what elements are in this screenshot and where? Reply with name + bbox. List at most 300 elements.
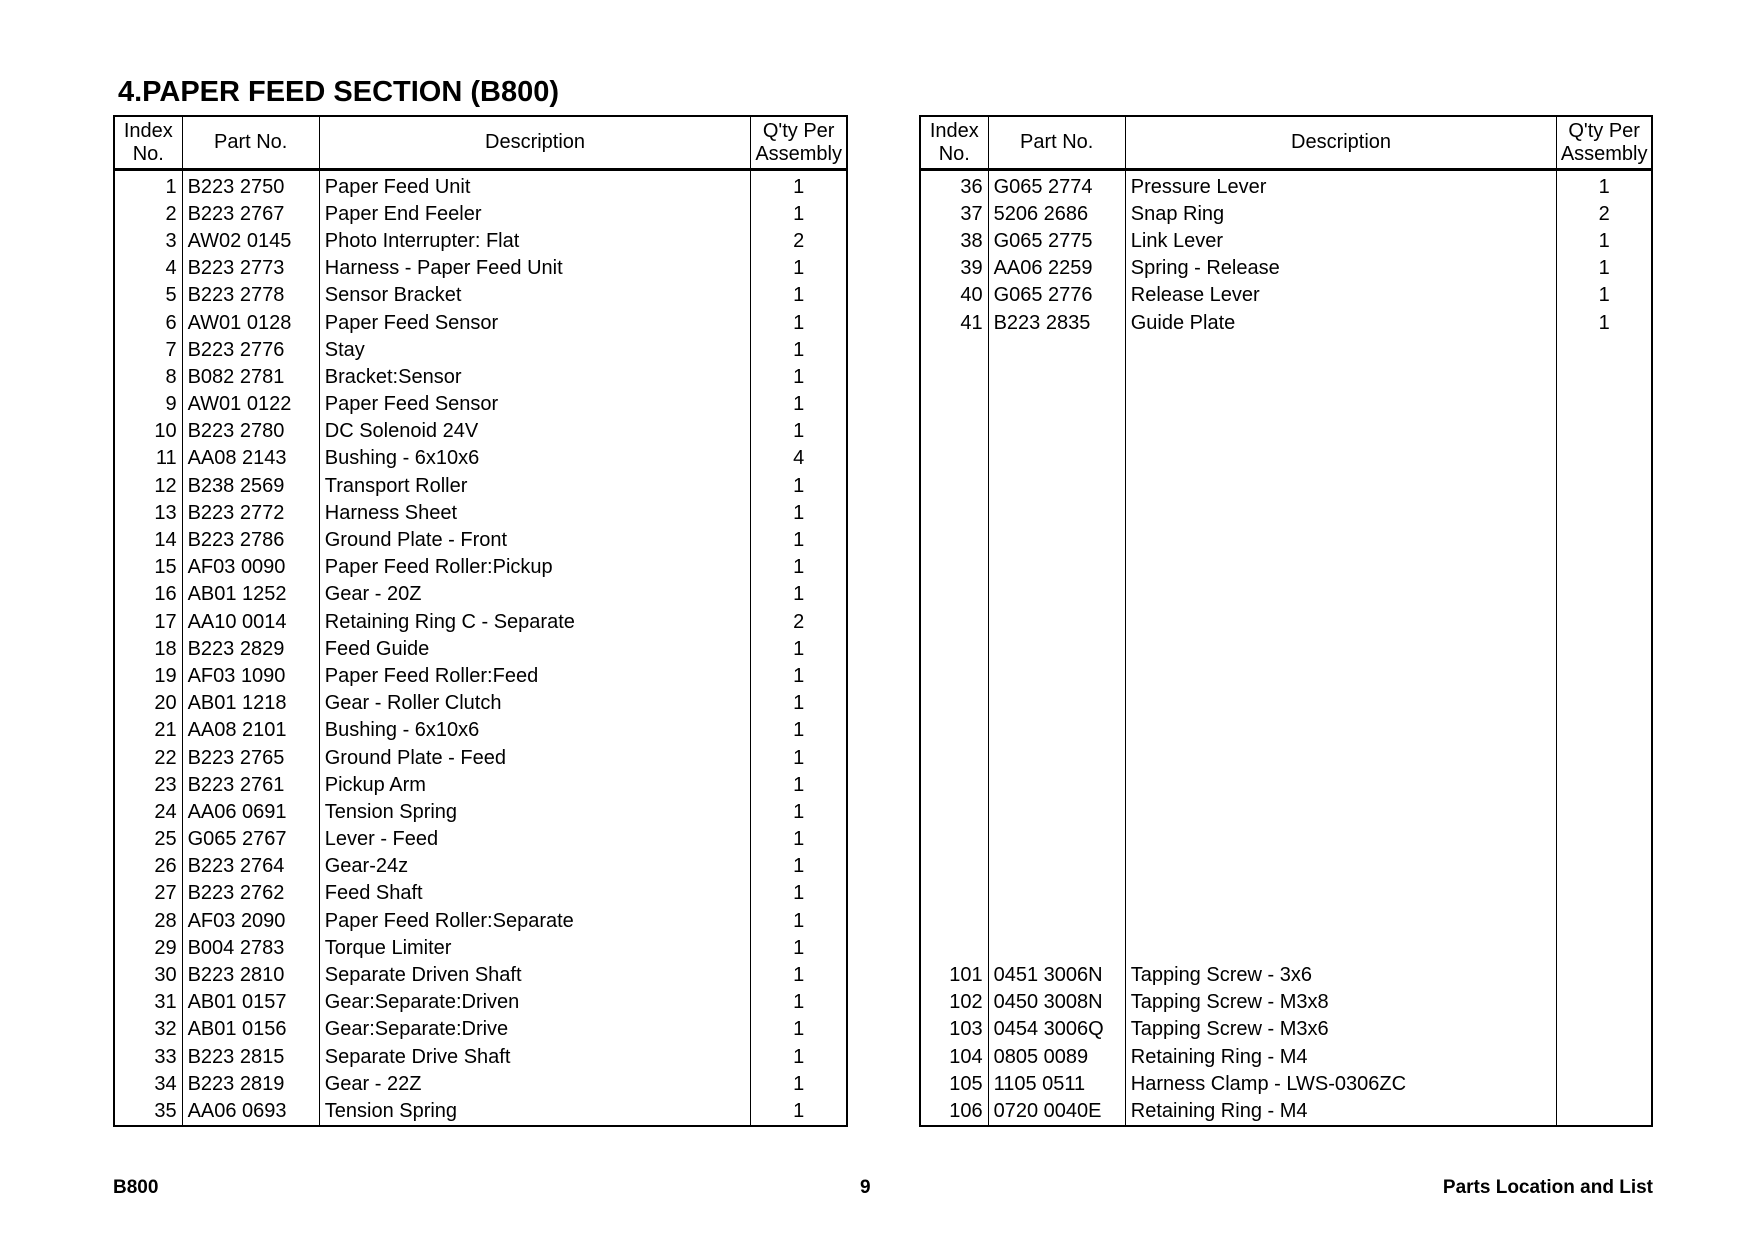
description-cell: Paper Feed Roller:Feed xyxy=(319,662,751,689)
description-cell xyxy=(1125,853,1557,880)
index-cell xyxy=(920,418,988,445)
description-cell: Paper Feed Sensor xyxy=(319,309,751,336)
qty-cell: 1 xyxy=(751,1070,847,1097)
part-no-cell xyxy=(988,608,1125,635)
description-cell: Release Lever xyxy=(1125,282,1557,309)
index-cell xyxy=(920,798,988,825)
table-row xyxy=(920,798,1652,825)
qty-cell xyxy=(1557,1016,1652,1043)
table-row xyxy=(114,880,847,907)
description-cell: Snap Ring xyxy=(1125,200,1557,227)
qty-cell: 1 xyxy=(751,989,847,1016)
part-no-header: Part No. xyxy=(988,116,1125,170)
description-cell xyxy=(1125,581,1557,608)
index-cell: 102 xyxy=(920,989,988,1016)
part-no-cell: 5206 2686 xyxy=(988,200,1125,227)
table-row xyxy=(114,907,847,934)
part-no-cell: AF03 1090 xyxy=(182,662,319,689)
description-cell: Transport Roller xyxy=(319,472,751,499)
table-row xyxy=(920,1016,1652,1043)
qty-cell: 2 xyxy=(751,227,847,254)
description-cell: Bushing - 6x10x6 xyxy=(319,717,751,744)
qty-cell xyxy=(1557,445,1652,472)
qty-cell xyxy=(1557,907,1652,934)
index-cell: 15 xyxy=(114,554,182,581)
part-no-cell xyxy=(988,880,1125,907)
table-row xyxy=(114,690,847,717)
qty-cell xyxy=(1557,554,1652,581)
index-cell: 8 xyxy=(114,363,182,390)
index-cell: 21 xyxy=(114,717,182,744)
table-row xyxy=(920,934,1652,961)
footer-model: B800 xyxy=(113,1177,159,1198)
qty-cell xyxy=(1557,880,1652,907)
part-no-cell xyxy=(988,363,1125,390)
index-cell xyxy=(920,717,988,744)
index-cell xyxy=(920,581,988,608)
index-cell xyxy=(920,336,988,363)
table-row xyxy=(920,608,1652,635)
table-row xyxy=(920,391,1652,418)
table-row xyxy=(920,581,1652,608)
table-row xyxy=(920,418,1652,445)
part-no-cell: AA06 2259 xyxy=(988,255,1125,282)
part-no-cell: AF03 0090 xyxy=(182,554,319,581)
qty-cell: 1 xyxy=(751,255,847,282)
index-cell xyxy=(920,771,988,798)
part-no-cell: G065 2767 xyxy=(182,826,319,853)
description-cell: Separate Drive Shaft xyxy=(319,1043,751,1070)
description-cell: Harness Sheet xyxy=(319,499,751,526)
description-cell xyxy=(1125,798,1557,825)
page-title: 4.PAPER FEED SECTION (B800) xyxy=(118,76,560,108)
part-no-cell xyxy=(988,581,1125,608)
table-row xyxy=(920,499,1652,526)
part-no-cell: 0805 0089 xyxy=(988,1043,1125,1070)
description-cell: Paper Feed Roller:Pickup xyxy=(319,554,751,581)
table-row xyxy=(920,336,1652,363)
table-row xyxy=(114,227,847,254)
qty-cell: 1 xyxy=(751,200,847,227)
qty-cell xyxy=(1557,363,1652,390)
qty-cell: 1 xyxy=(751,391,847,418)
table-row xyxy=(920,363,1652,390)
part-no-cell: B082 2781 xyxy=(182,363,319,390)
part-no-cell xyxy=(988,934,1125,961)
parts-table-right xyxy=(919,115,1653,1127)
description-cell xyxy=(1125,934,1557,961)
qty-cell: 1 xyxy=(751,336,847,363)
index-cell: 37 xyxy=(920,200,988,227)
index-cell: 4 xyxy=(114,255,182,282)
part-no-cell xyxy=(988,907,1125,934)
qty-cell: 1 xyxy=(751,170,847,201)
description-cell: Bracket:Sensor xyxy=(319,363,751,390)
description-cell xyxy=(1125,608,1557,635)
index-cell: 103 xyxy=(920,1016,988,1043)
part-no-cell: B223 2762 xyxy=(182,880,319,907)
qty-cell xyxy=(1557,499,1652,526)
part-no-cell: B223 2810 xyxy=(182,961,319,988)
index-cell xyxy=(920,907,988,934)
index-cell: 31 xyxy=(114,989,182,1016)
part-no-cell xyxy=(988,662,1125,689)
table-row xyxy=(920,826,1652,853)
qty-cell xyxy=(1557,418,1652,445)
description-cell: Paper Feed Roller:Separate xyxy=(319,907,751,934)
part-no-cell: B223 2778 xyxy=(182,282,319,309)
description-cell xyxy=(1125,336,1557,363)
qty-cell: 1 xyxy=(1557,227,1652,254)
part-no-cell xyxy=(988,771,1125,798)
index-cell: 28 xyxy=(114,907,182,934)
qty-cell: 1 xyxy=(751,880,847,907)
table-row xyxy=(114,717,847,744)
description-cell: Tension Spring xyxy=(319,1097,751,1125)
qty-cell: 1 xyxy=(1557,282,1652,309)
qty-cell xyxy=(1557,1097,1652,1125)
table-row xyxy=(114,170,847,201)
part-no-cell: AB01 1252 xyxy=(182,581,319,608)
table-row xyxy=(114,309,847,336)
index-cell: 2 xyxy=(114,200,182,227)
description-cell: Lever - Feed xyxy=(319,826,751,853)
index-cell: 17 xyxy=(114,608,182,635)
part-no-cell xyxy=(988,853,1125,880)
part-no-cell: B223 2780 xyxy=(182,418,319,445)
qty-cell: 1 xyxy=(1557,170,1652,201)
qty-cell: 1 xyxy=(751,934,847,961)
qty-cell: 1 xyxy=(751,363,847,390)
qty-cell xyxy=(1557,635,1652,662)
description-cell: Guide Plate xyxy=(1125,309,1557,336)
description-cell: Gear-24z xyxy=(319,853,751,880)
index-cell xyxy=(920,635,988,662)
part-no-cell: AW01 0128 xyxy=(182,309,319,336)
table-row xyxy=(920,227,1652,254)
description-cell xyxy=(1125,499,1557,526)
description-cell: Harness - Paper Feed Unit xyxy=(319,255,751,282)
table-row xyxy=(920,170,1652,201)
description-cell: Feed Shaft xyxy=(319,880,751,907)
table-row xyxy=(114,1097,847,1125)
qty-cell: 1 xyxy=(751,961,847,988)
index-cell: 10 xyxy=(114,418,182,445)
qty-cell: 1 xyxy=(751,418,847,445)
qty-cell: 1 xyxy=(751,1097,847,1125)
index-cell: 38 xyxy=(920,227,988,254)
table-row xyxy=(114,744,847,771)
description-cell: Feed Guide xyxy=(319,635,751,662)
table-row xyxy=(114,554,847,581)
part-no-cell: AA08 2143 xyxy=(182,445,319,472)
table-row xyxy=(114,826,847,853)
index-cell: 105 xyxy=(920,1070,988,1097)
part-no-cell: G065 2776 xyxy=(988,282,1125,309)
index-cell: 34 xyxy=(114,1070,182,1097)
qty-cell xyxy=(1557,391,1652,418)
table-row xyxy=(114,472,847,499)
index-cell xyxy=(920,880,988,907)
table-row xyxy=(920,472,1652,499)
part-no-cell: AA10 0014 xyxy=(182,608,319,635)
description-cell: DC Solenoid 24V xyxy=(319,418,751,445)
footer-page-number: 9 xyxy=(860,1177,871,1198)
description-cell: Gear - 20Z xyxy=(319,581,751,608)
index-cell xyxy=(920,853,988,880)
part-no-cell xyxy=(988,391,1125,418)
qty-cell xyxy=(1557,853,1652,880)
description-cell: Retaining Ring - M4 xyxy=(1125,1097,1557,1125)
index-cell: 7 xyxy=(114,336,182,363)
part-no-cell xyxy=(988,798,1125,825)
table-row xyxy=(114,526,847,553)
table-row xyxy=(920,989,1652,1016)
part-no-cell xyxy=(988,526,1125,553)
part-no-cell: B238 2569 xyxy=(182,472,319,499)
qty-cell xyxy=(1557,1043,1652,1070)
index-cell xyxy=(920,526,988,553)
part-no-cell: B223 2772 xyxy=(182,499,319,526)
qty-cell xyxy=(1557,608,1652,635)
table-header-row xyxy=(114,116,847,170)
table-row xyxy=(920,662,1652,689)
description-cell: Paper Feed Unit xyxy=(319,170,751,201)
description-cell: Gear - Roller Clutch xyxy=(319,690,751,717)
qty-cell: 1 xyxy=(751,472,847,499)
part-no-cell xyxy=(988,445,1125,472)
index-header: Index No. xyxy=(920,116,988,170)
index-cell xyxy=(920,472,988,499)
index-cell xyxy=(920,499,988,526)
description-cell xyxy=(1125,744,1557,771)
qty-cell xyxy=(1557,662,1652,689)
description-header: Description xyxy=(1125,116,1557,170)
index-cell: 35 xyxy=(114,1097,182,1125)
description-cell: Tapping Screw - M3x8 xyxy=(1125,989,1557,1016)
qty-cell xyxy=(1557,744,1652,771)
index-cell: 11 xyxy=(114,445,182,472)
index-header: Index No. xyxy=(114,116,182,170)
index-cell: 33 xyxy=(114,1043,182,1070)
qty-cell: 1 xyxy=(751,554,847,581)
description-header: Description xyxy=(319,116,751,170)
part-no-cell xyxy=(988,418,1125,445)
part-no-cell: AF03 2090 xyxy=(182,907,319,934)
index-cell: 41 xyxy=(920,309,988,336)
table-row xyxy=(114,499,847,526)
index-cell: 29 xyxy=(114,934,182,961)
table-row xyxy=(114,961,847,988)
description-cell xyxy=(1125,418,1557,445)
index-cell xyxy=(920,445,988,472)
index-cell xyxy=(920,391,988,418)
part-no-cell: AA06 0691 xyxy=(182,798,319,825)
part-no-cell: 0451 3006N xyxy=(988,961,1125,988)
part-no-cell xyxy=(988,690,1125,717)
index-cell: 25 xyxy=(114,826,182,853)
part-no-cell: B223 2773 xyxy=(182,255,319,282)
table-row xyxy=(920,961,1652,988)
table-row xyxy=(114,1043,847,1070)
qty-header: Q'ty Per Assembly xyxy=(751,116,847,170)
part-no-cell: 0450 3008N xyxy=(988,989,1125,1016)
table-row xyxy=(920,445,1652,472)
qty-cell: 1 xyxy=(1557,309,1652,336)
qty-cell: 1 xyxy=(751,662,847,689)
table-row xyxy=(114,853,847,880)
qty-cell xyxy=(1557,771,1652,798)
index-cell xyxy=(920,826,988,853)
part-no-cell: B223 2776 xyxy=(182,336,319,363)
qty-cell xyxy=(1557,472,1652,499)
qty-cell: 1 xyxy=(751,826,847,853)
qty-cell xyxy=(1557,934,1652,961)
index-cell: 40 xyxy=(920,282,988,309)
qty-cell: 1 xyxy=(751,581,847,608)
index-cell: 18 xyxy=(114,635,182,662)
table-row xyxy=(920,1043,1652,1070)
index-cell xyxy=(920,363,988,390)
description-cell xyxy=(1125,635,1557,662)
index-cell: 20 xyxy=(114,690,182,717)
description-cell: Ground Plate - Feed xyxy=(319,744,751,771)
table-row xyxy=(114,255,847,282)
index-cell xyxy=(920,934,988,961)
part-no-header: Part No. xyxy=(182,116,319,170)
part-no-cell: B223 2767 xyxy=(182,200,319,227)
part-no-cell: AW01 0122 xyxy=(182,391,319,418)
part-no-cell: AA06 0693 xyxy=(182,1097,319,1125)
description-cell: Separate Driven Shaft xyxy=(319,961,751,988)
part-no-cell: G065 2775 xyxy=(988,227,1125,254)
parts-table-left xyxy=(113,115,848,1127)
index-cell: 106 xyxy=(920,1097,988,1125)
description-cell: Gear:Separate:Drive xyxy=(319,1016,751,1043)
part-no-cell xyxy=(988,472,1125,499)
table-row xyxy=(920,771,1652,798)
qty-cell xyxy=(1557,989,1652,1016)
part-no-cell: AW02 0145 xyxy=(182,227,319,254)
qty-cell xyxy=(1557,961,1652,988)
qty-cell: 1 xyxy=(751,526,847,553)
index-cell: 19 xyxy=(114,662,182,689)
description-cell: Pressure Lever xyxy=(1125,170,1557,201)
description-cell: Spring - Release xyxy=(1125,255,1557,282)
table-row xyxy=(114,635,847,662)
table-row xyxy=(114,336,847,363)
part-no-cell xyxy=(988,499,1125,526)
description-cell xyxy=(1125,771,1557,798)
index-cell xyxy=(920,744,988,771)
description-cell: Gear - 22Z xyxy=(319,1070,751,1097)
table-row xyxy=(114,581,847,608)
description-cell xyxy=(1125,907,1557,934)
description-cell xyxy=(1125,363,1557,390)
index-cell xyxy=(920,554,988,581)
qty-cell: 1 xyxy=(751,744,847,771)
table-row xyxy=(114,1070,847,1097)
table-row xyxy=(920,309,1652,336)
qty-cell: 1 xyxy=(751,690,847,717)
description-cell: Retaining Ring C - Separate xyxy=(319,608,751,635)
table-row xyxy=(920,1097,1652,1125)
table-row xyxy=(920,255,1652,282)
part-no-cell: AA08 2101 xyxy=(182,717,319,744)
part-no-cell: B223 2750 xyxy=(182,170,319,201)
qty-cell: 1 xyxy=(1557,255,1652,282)
qty-cell xyxy=(1557,826,1652,853)
description-cell xyxy=(1125,445,1557,472)
table-row xyxy=(114,418,847,445)
qty-header: Q'ty Per Assembly xyxy=(1557,116,1652,170)
part-no-cell: 1105 0511 xyxy=(988,1070,1125,1097)
index-cell: 30 xyxy=(114,961,182,988)
part-no-cell xyxy=(988,717,1125,744)
index-cell: 32 xyxy=(114,1016,182,1043)
qty-cell: 2 xyxy=(751,608,847,635)
qty-cell xyxy=(1557,690,1652,717)
part-no-cell xyxy=(988,826,1125,853)
part-no-cell: AB01 1218 xyxy=(182,690,319,717)
part-no-cell: 0720 0040E xyxy=(988,1097,1125,1125)
table-row xyxy=(114,282,847,309)
table-row xyxy=(114,934,847,961)
table-row xyxy=(920,690,1652,717)
part-no-cell xyxy=(988,744,1125,771)
table-row xyxy=(114,608,847,635)
description-cell: Ground Plate - Front xyxy=(319,526,751,553)
qty-cell: 4 xyxy=(751,445,847,472)
qty-cell: 1 xyxy=(751,771,847,798)
description-cell: Stay xyxy=(319,336,751,363)
description-cell xyxy=(1125,391,1557,418)
description-cell: Bushing - 6x10x6 xyxy=(319,445,751,472)
index-cell: 39 xyxy=(920,255,988,282)
description-cell: Tapping Screw - M3x6 xyxy=(1125,1016,1557,1043)
part-no-cell: AB01 0157 xyxy=(182,989,319,1016)
part-no-cell: B223 2765 xyxy=(182,744,319,771)
qty-cell: 1 xyxy=(751,1016,847,1043)
part-no-cell: B223 2761 xyxy=(182,771,319,798)
index-cell: 5 xyxy=(114,282,182,309)
index-cell: 12 xyxy=(114,472,182,499)
qty-cell xyxy=(1557,526,1652,553)
qty-cell: 1 xyxy=(751,717,847,744)
index-cell: 26 xyxy=(114,853,182,880)
table-row xyxy=(114,989,847,1016)
description-cell: Gear:Separate:Driven xyxy=(319,989,751,1016)
description-cell: Pickup Arm xyxy=(319,771,751,798)
table-row xyxy=(114,363,847,390)
table-row xyxy=(114,1016,847,1043)
table-row xyxy=(920,635,1652,662)
description-cell xyxy=(1125,554,1557,581)
index-cell: 23 xyxy=(114,771,182,798)
table-row xyxy=(920,880,1652,907)
part-no-cell: AB01 0156 xyxy=(182,1016,319,1043)
description-cell xyxy=(1125,472,1557,499)
description-cell: Sensor Bracket xyxy=(319,282,751,309)
description-cell xyxy=(1125,880,1557,907)
table-header-row xyxy=(920,116,1652,170)
table-row xyxy=(920,200,1652,227)
description-cell: Torque Limiter xyxy=(319,934,751,961)
description-cell xyxy=(1125,690,1557,717)
part-no-cell xyxy=(988,635,1125,662)
table-row xyxy=(114,391,847,418)
index-cell: 14 xyxy=(114,526,182,553)
